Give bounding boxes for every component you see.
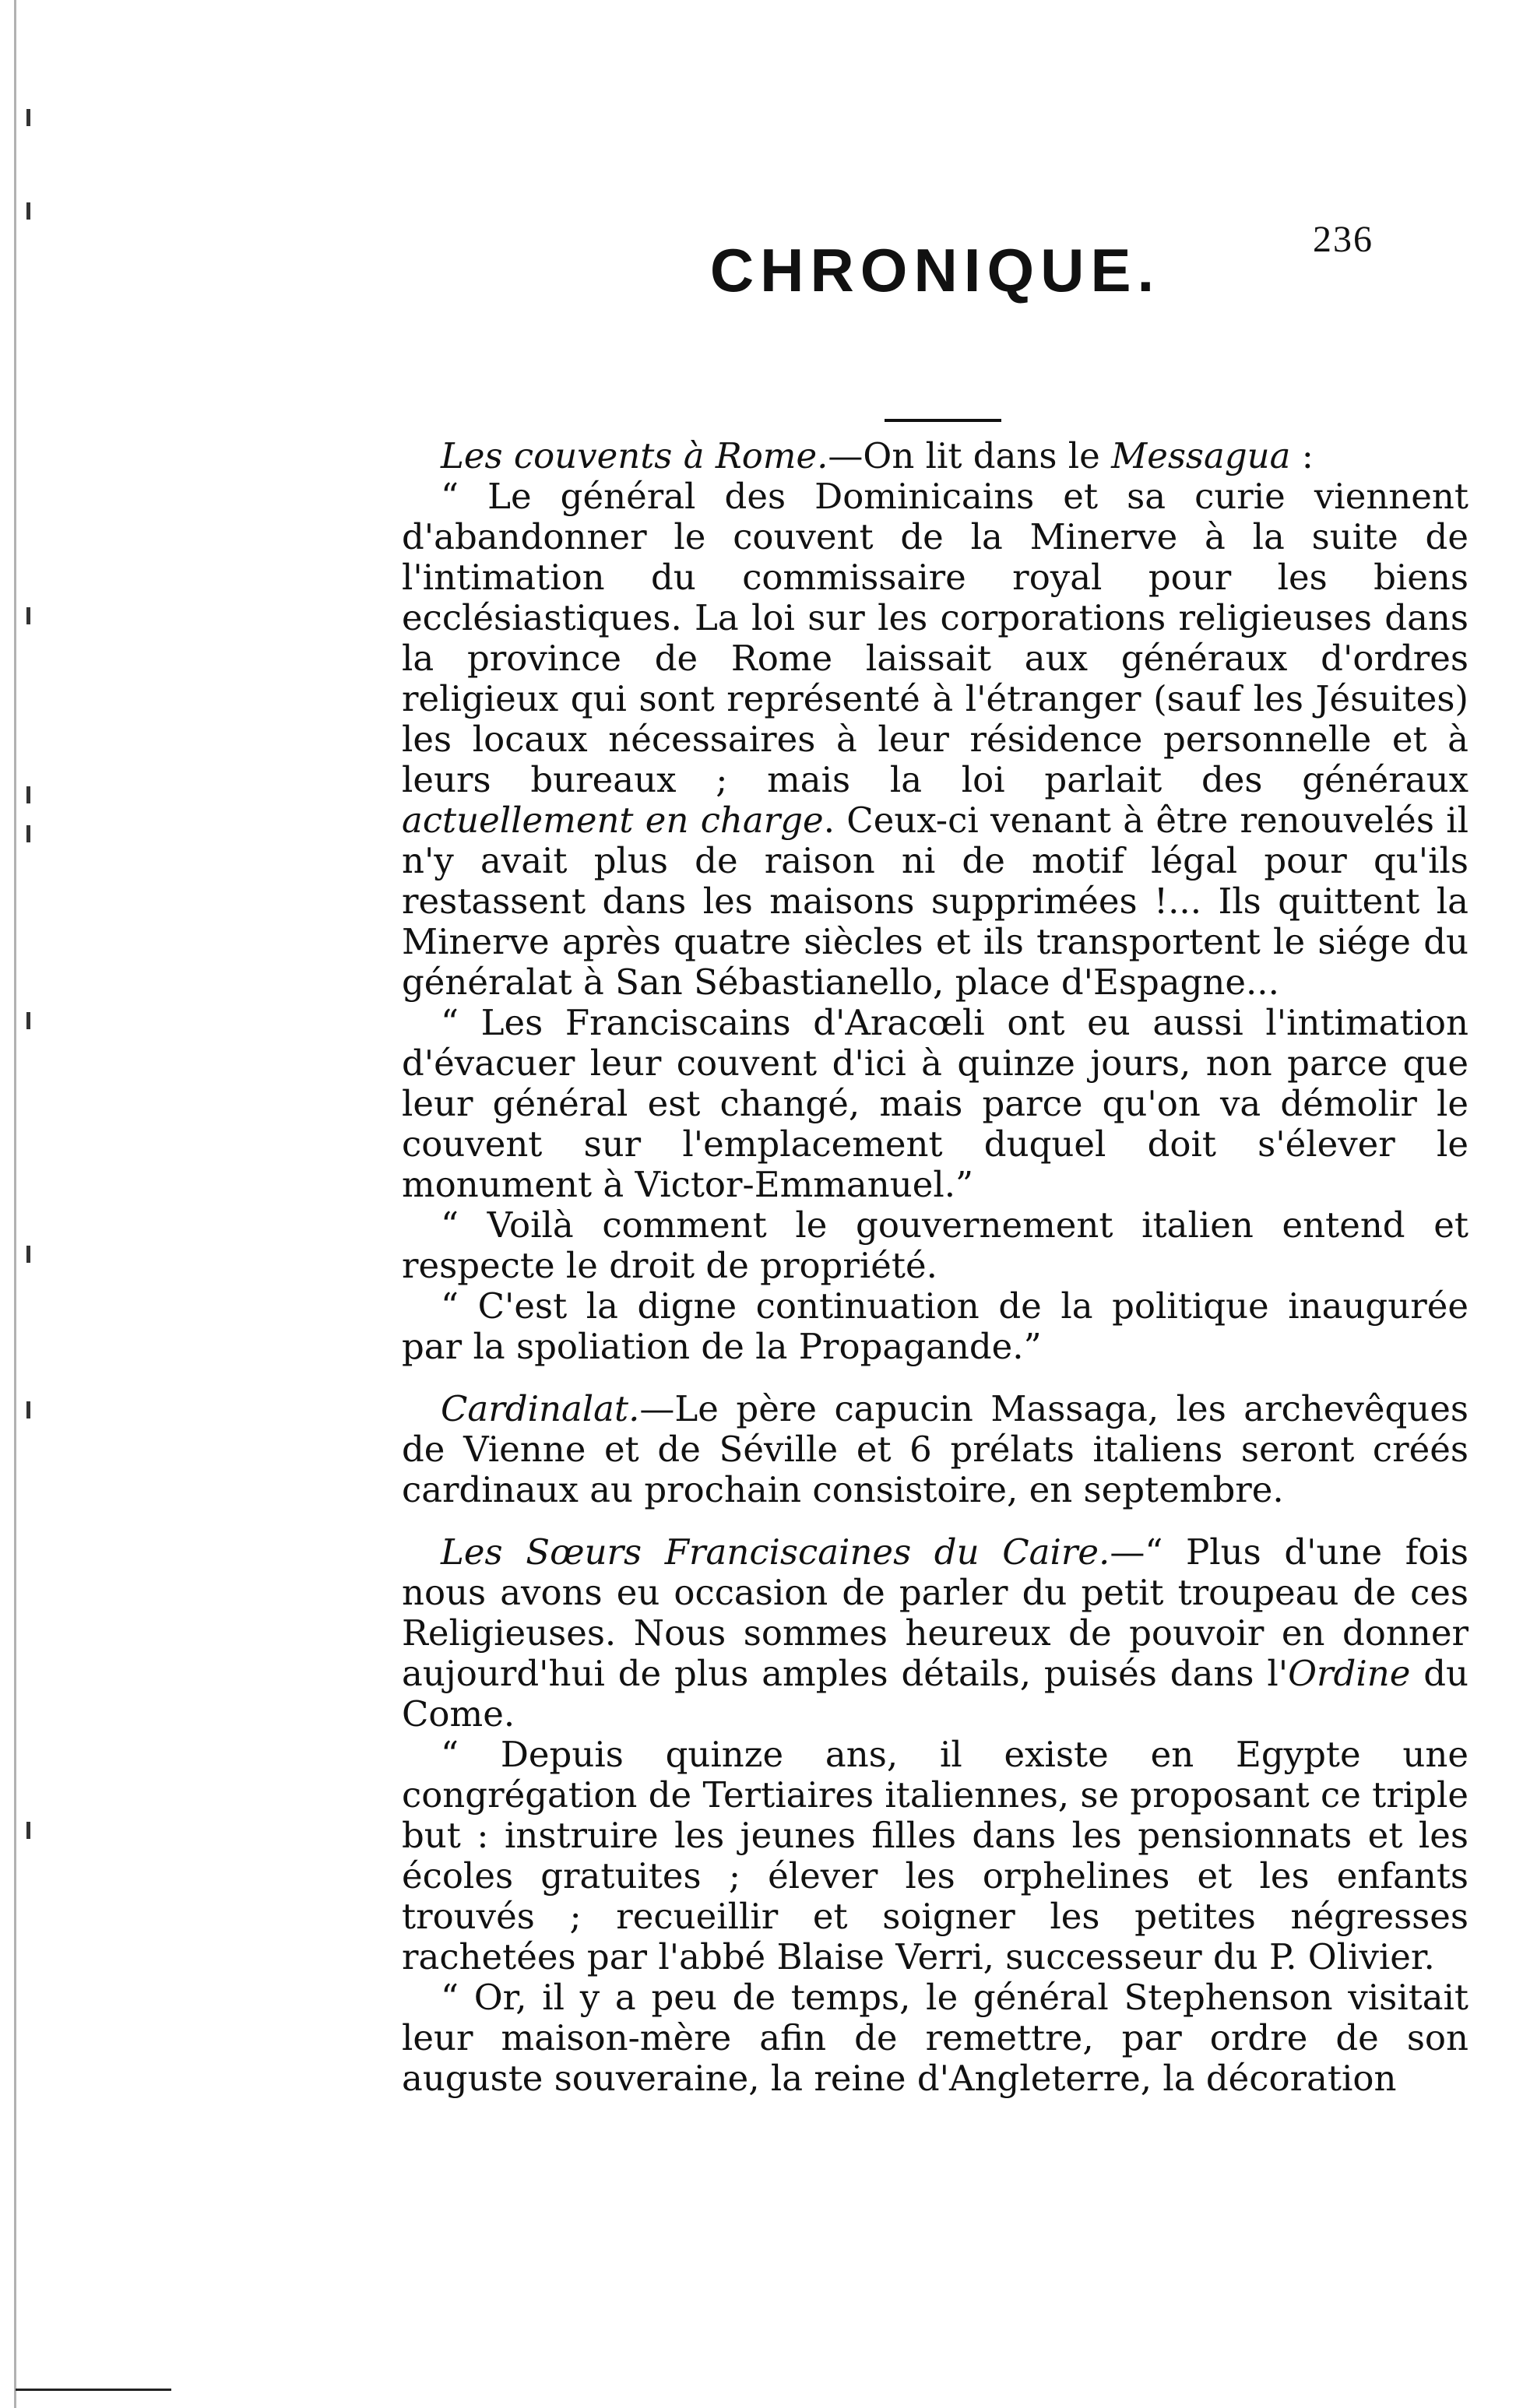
scan-bottom-mark xyxy=(16,2389,171,2391)
paragraph-cardinalat: Cardinalat.—Le père capucin Massaga, les archevêques de Vienne et de Séville et 6 prélats italiens seront créés cardinaux au prochain consistoire, en septembre. xyxy=(402,1388,1469,1510)
scan-left-edge xyxy=(0,0,16,2408)
paragraph-couvents-4: “ C'est la digne continuation de la politique inaugurée par la spoliation de la Propagande.” xyxy=(402,1285,1469,1367)
article-body xyxy=(402,436,1469,2099)
title-rule xyxy=(885,419,1001,422)
paragraph-soeurs-3: “ Or, il y a peu de temps, le général Stephenson visitait leur maison-mère afin de remettre, par ordre de son auguste souveraine, la reine d'Angleterre, la décoration xyxy=(402,1977,1469,2099)
page-number: 236 xyxy=(1313,219,1374,260)
paragraph-soeurs-2: “ Depuis quinze ans, il existe en Egypte une congrégation de Tertiaires italiennes, se proposant ce triple but : instruire les jeunes filles dans les pensionnats et les écoles gratuites ; élever les orphelines et les enfants trouvés ; recueillir et soigner les petites négresses rachetées par l'abbé Blaise Verri, successeur du P. Olivier. xyxy=(402,1734,1469,1977)
scan-edge-marks xyxy=(26,0,50,2408)
rubric-couvents: Les couvents à Rome. xyxy=(441,435,828,476)
page-title: CHRONIQUE. xyxy=(709,236,1161,304)
paragraph-couvents-3: “ Voilà comment le gouvernement italien entend et respecte le droit de propriété. xyxy=(402,1204,1469,1286)
paragraph-couvents-1: “ Le général des Dominicains et sa curie viennent d'abandonner le couvent de la Minerve à la suite de l'intimation du commissaire royal pour les biens ecclésiastiques. La loi sur les corporations religieuses dans la province de Rome laissait aux généraux d'ordres religieux qui sont représenté à l'étranger (sauf les Jésuites) les locaux nécessaires à leur résidence personnelle et à leurs bureaux ; mais la loi parlait des généraux actuellement en charge. Ceux-ci venant à être renouvelés il n'y avait plus de raison ni de motif légal pour qu'ils restassent dans les maisons supprimées !... Ils quittent la Minerve après quatre siècles et ils transportent le siége du généralat à San Sébastianello, place d'Espagne... xyxy=(402,476,1469,1003)
rubric-soeurs: Les Sœurs Franciscaines du Caire. xyxy=(441,1531,1110,1573)
paragraph-couvents-2: “ Les Franciscains d'Aracœli ont eu aussi l'intimation d'évacuer leur couvent d'ici à quinze jours, non parce que leur général est changé, mais parce qu'on va démolir le couvent sur l'emplacement duquel doit s'élever le monument à Victor-Emmanuel.” xyxy=(402,1002,1469,1205)
paragraph-soeurs-1: Les Sœurs Franciscaines du Caire.—“ Plus d'une fois nous avons eu occasion de parler du petit troupeau de ces Religieuses. Nous sommes heureux de pouvoir en donner aujourd'hui de plus amples détails, puisés dans l'Ordine du Come. xyxy=(402,1531,1469,1735)
rubric-cardinalat: Cardinalat. xyxy=(441,1388,640,1429)
source-title: Messagua xyxy=(1111,435,1291,476)
paragraph-couvents-intro: Les couvents à Rome.—On lit dans le Messagua : xyxy=(441,435,1314,476)
